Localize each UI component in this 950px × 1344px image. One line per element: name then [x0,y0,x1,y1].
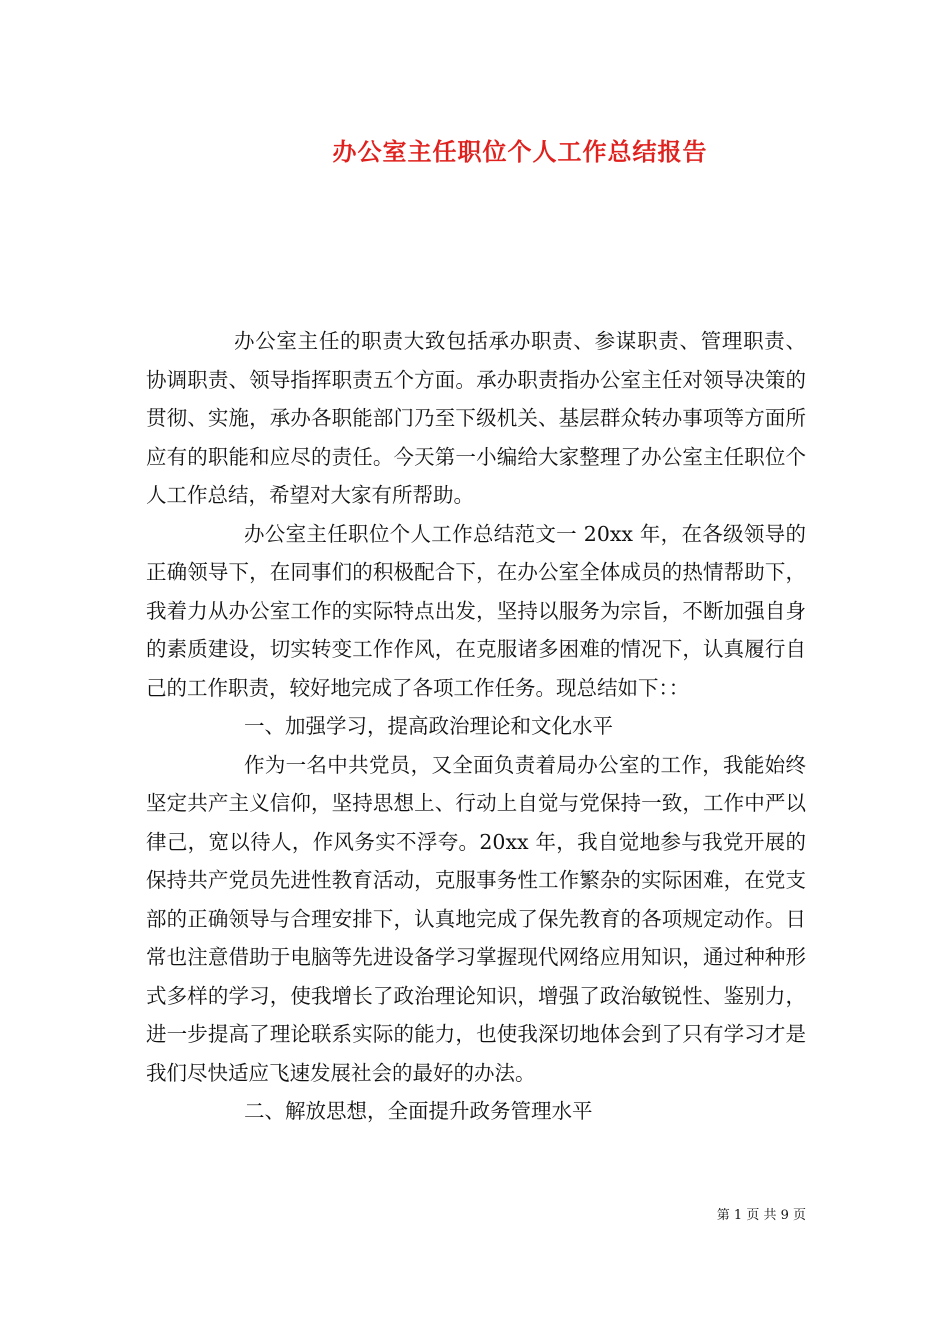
page-number-footer: 第 1 页 共 9 页 [716,1208,806,1223]
summary-opening-paragraph: 办公室主任职位个人工作总结范文一 20xx 年，在各级领导的正确领导下，在同事们的积极配合下，在办公室全体成员的热情帮助下，我着力从办公室工作的实际特点出发，坚持以服务为宗旨，不断加强自身的素质建设，切实转变工作作风，在克服诸多困难的情况下，认真履行自己的工作职责，较好地完成了各项工作任务。现总结如下：： [146,521,806,700]
document-title: 办公室主任职位个人工作总结报告 [332,137,708,166]
section-1-paragraph: 作为一名中共党员，又全面负责着局办公室的工作，我能始终坚定共产主义信仰，坚持思想上、行动上自觉与党保持一致，工作中严以律己，宽以待人，作风务实不浮夸。20xx 年，我自觉地参与我党开展的保持共产党员先进性教育活动，克服事务性工作繁杂的实际困难，在党支部的正确领导与合理安排下，认真地完成了保先教育的各项规定动作。日常也注意借助于电脑等先进设备学习掌握现代网络应用知识，通过种种形式多样的学习，使我增长了政治理论知识，增强了政治敏锐性、鉴别力，进一步提高了理论联系实际的能力，也使我深切地体会到了只有学习才是我们尽快适应飞速发展社会的最好的办法。 [146,752,806,1085]
section-heading-2: 二、解放思想，全面提升政务管理水平 [244,1099,593,1123]
intro-paragraph: 办公室主任的职责大致包括承办职责、参谋职责、管理职责、协调职责、领导指挥职责五个方面。承办职责指办公室主任对领导决策的贯彻、实施，承办各职能部门乃至下级机关、基层群众转办事项等方面所应有的职能和应尽的责任。今天第一小编给大家整理了办公室主任职位个人工作总结，希望对大家有所帮助。 [146,329,806,507]
document-body [146,322,806,1131]
section-heading-1: 一、加强学习，提高政治理论和文化水平 [244,714,613,738]
